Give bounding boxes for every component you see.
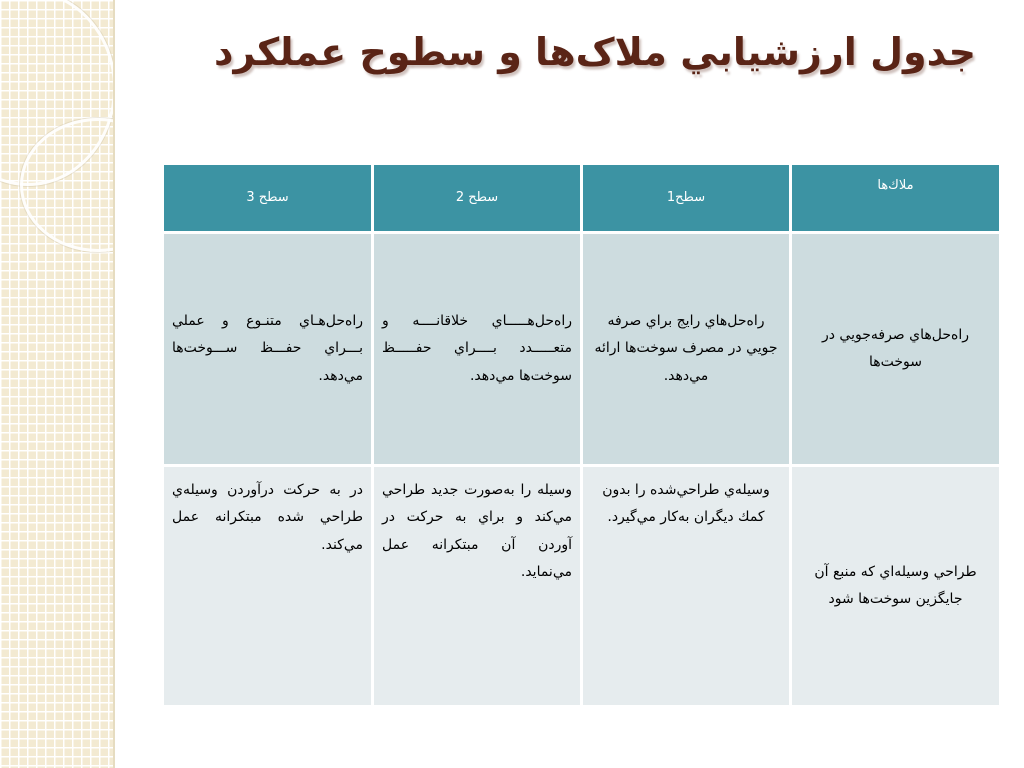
table-header-row [163,164,1001,233]
level1-cell: وسيله‌ي طراحي‌شده را بدون كمك ديگران به‌كار مي‌گيرد. [582,466,791,707]
header-level-2: سطح 2 [373,164,582,233]
level2-cell: راه‌حل‌هـــــاي خلاقانــــه و متعـــــدد بــــراي حفـــــظ سوخت‌ها مي‌دهد. [373,233,582,466]
level3-cell: در به حركت درآوردن وسيله‌ي طراحي شده مبتكرانه عمل مي‌كند. [163,466,373,707]
level1-cell: راه‌حل‌هاي رايج براي صرفه جويي در مصرف سوخت‌ها ارائه مي‌دهد. [582,233,791,466]
decorative-side-strip [0,0,115,768]
table-row [163,466,1001,707]
level2-cell: وسيله را به‌صورت جديد طراحي مي‌كند و براي به حركت در آوردن آن مبتكرانه عمل مي‌نمايد. [373,466,582,707]
evaluation-table [161,162,1002,708]
criterion-cell: راه‌حل‌هاي صرفه‌جويي در سوخت‌ها [791,233,1001,466]
page-title: جدول ارزشيابي ملاک‌ها و سطوح عملکرد [213,30,976,74]
header-criteria: ملاك‌ها [791,164,1001,233]
header-level-3: سطح 3 [163,164,373,233]
header-level-1: سطح1 [582,164,791,233]
table-row [163,233,1001,466]
criterion-cell: طراحي وسيله‌اي كه منبع آن جايگزين سوخت‌ها شود [791,466,1001,707]
level3-cell: راه‌حل‌هـاي متنـوع و عملي بـــراي حفـــظ ســـوخت‌ها مي‌دهد. [163,233,373,466]
